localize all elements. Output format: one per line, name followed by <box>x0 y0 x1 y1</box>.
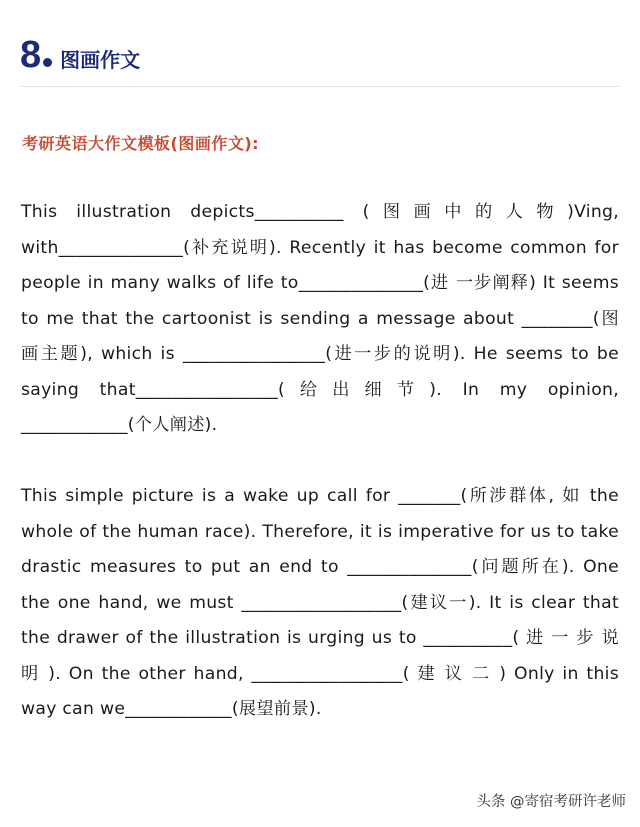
template-subtitle: 考研英语大作文模板(图画作文): <box>22 134 260 153</box>
section-header <box>20 34 140 77</box>
section-number: 8 <box>20 34 41 76</box>
template-paragraph-1: This illustration depicts__________ (图画中的人物)Ving, with______________(补充说明). Recently it has become common for people in many walks of life to______________(进 一步阐释) It seems to me that the cartoonist is sending a message about ________(图 画主题), which is ________________(进一步的说明). He seems to be saying that________________(给出细节). In my opinion, ____________(个人阐述). <box>21 202 619 435</box>
header-divider <box>20 86 620 87</box>
section-dot-icon <box>43 58 52 67</box>
template-paragraph-2: This simple picture is a wake up call for _______(所涉群体, 如 the whole of the human race). Therefore, it is imperative for us to take drastic measures to put an end to ______________(问题所在). One the one hand, we must __________________(建议一). It is clear that the drawer of the illustration is urging us to __________( 进 一 步 说 明 ). On the other hand, _________________( 建 议 二 ) Only in this way can we____________(展望前景). <box>21 486 619 719</box>
watermark: 头条 @寄宿考研许老师 <box>476 794 626 810</box>
section-title: 图画作文 <box>60 48 141 72</box>
